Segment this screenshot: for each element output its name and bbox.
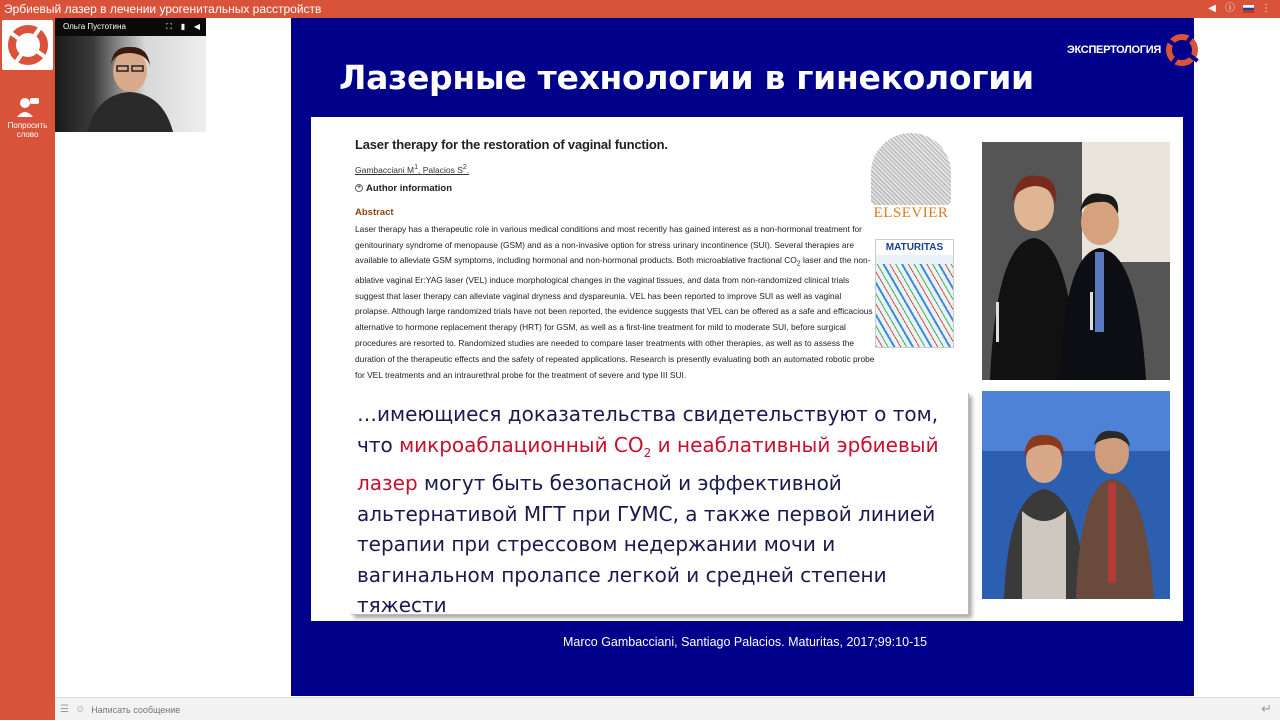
expand-plus-icon: + (356, 184, 362, 192)
window-controls (1206, 0, 1272, 18)
author-2[interactable]: Palacios S (422, 164, 463, 175)
slide-citation: Marco Gambacciani, Santiago Palacios. Maturitas, 2017;99:10-15 (563, 635, 928, 649)
presenter-webcam (55, 18, 206, 132)
author-1[interactable]: Gambacciani M (355, 164, 415, 175)
quote-part2: могут быть безопасной и эффективной альтернативой МГТ при ГУМС, а также первой линией терапии при стрессовом недержании мочи и вагинальном пролапсе легкой и средней степени тяжести (357, 471, 936, 617)
ask-label-line2: слово (16, 130, 39, 139)
author-information-toggle[interactable] (355, 183, 875, 194)
emoji-icon[interactable]: ☺ (74, 704, 86, 715)
abstract-heading: Abstract (355, 206, 394, 218)
ask-to-speak-button[interactable] (0, 96, 55, 146)
message-bar (55, 697, 1280, 720)
abstract-text-part1: Laser therapy has a therapeutic role in various medical conditions and most recently has gained interest as a non-hormonal treatment for genitourinary syndrome of menopause (GSM) and as a non-invasive option for stress urinary incontinence (SUI). Several therapies are available to alleviate GSM symptoms, including hormonal and non-hormonal products. Both microablative fractional CO (355, 223, 862, 266)
chat-list-icon[interactable]: ☰ (60, 704, 69, 715)
elsevier-wordmark: ELSEVIER (873, 205, 949, 221)
journal-name: MATURITAS (876, 240, 953, 255)
quote-red-part1: микроаблационный CO (399, 432, 644, 457)
slide-content (311, 117, 1183, 621)
raise-hand-icon (16, 96, 40, 118)
window-title: Эрбиевый лазер в лечении урогенитальных расстройств (4, 2, 322, 16)
message-input[interactable] (91, 705, 991, 715)
fullscreen-icon[interactable]: ⛶ (166, 22, 172, 31)
window-titlebar (0, 0, 1280, 18)
menu-icon[interactable]: ⋮ (1261, 3, 1271, 14)
article-authors[interactable]: Gambacciani $M^1$, Palacios $S^2$. (355, 163, 470, 175)
article-excerpt (355, 137, 875, 383)
abstract-co2-subscript: 2 (796, 261, 801, 269)
maturitas-journal-cover (875, 239, 954, 348)
quote-red-part2: и неаблативный эрбиевый лазер (357, 432, 939, 495)
presentation-slide (291, 18, 1194, 696)
elsevier-logo (871, 133, 951, 225)
quote-co2-subscript: 2 (643, 445, 652, 460)
quote-text (357, 399, 957, 621)
sidebar (0, 18, 55, 720)
webcam-header (55, 18, 206, 36)
app-logo (2, 20, 53, 70)
camera-icon[interactable]: ▮ (180, 22, 186, 31)
language-flag-icon[interactable] (1242, 3, 1254, 15)
brand-ring-icon (1163, 31, 1201, 69)
abstract-text (355, 222, 875, 384)
webcam-video (55, 36, 206, 132)
author-1-affiliation: 1 (414, 163, 418, 171)
author-2-affiliation: 2 (462, 163, 467, 171)
photo-authors-top (982, 142, 1170, 380)
speaker-icon[interactable]: ◀ (193, 22, 201, 31)
info-icon[interactable]: ⓘ (1225, 3, 1235, 14)
brand-logo (1067, 30, 1201, 70)
volume-icon[interactable]: ◀ (1208, 3, 1216, 14)
quote-part1: …имеющиеся доказательства свидетельствуют о том, что (357, 402, 939, 457)
abstract-text-part2: laser and the non-ablative vaginal Er:YAG laser (VEL) induce morphological changes in the vaginal tissues, and data from non-randomized clinical trials suggest that laser therapy can alleviate vaginal dryness and dyspareunia. VEL has been reported to improve SUI as well as vaginal prolapse. Although large randomized trials have not been reported, the evidence suggests that VEL can be offered as a safe and efficacious alternative to hormone replacement therapy (HRT) for GSM, as well as a first-line treatment for mild to moderate SUI, before surgical procedures are resorted to. Randomized studies are needed to compare laser treatments with other therapies, as well as to assess the duration of the therapeutic effects and the safety of repeated applications. Research is presently evaluating both an automated robotic probe for VEL treatments and an intraurethral probe for the treatment of severe and type III SUI. (355, 255, 875, 380)
cover-pattern (876, 264, 954, 348)
ask-label-line1: Попросить (7, 121, 48, 130)
send-icon[interactable]: ↵ (1261, 701, 1272, 716)
presenter-name: Ольга Пустотина (63, 22, 126, 31)
article-title: Laser therapy for the restoration of vaginal function. (355, 137, 668, 152)
elsevier-tree-icon (871, 133, 951, 205)
photo-authors-bottom (982, 391, 1170, 599)
slide-title: Лазерные технологии в гинекологии (339, 58, 1034, 97)
svg-text:…: … (31, 99, 37, 106)
highlighted-quote (351, 393, 969, 615)
brand-name: ЭКСПЕРТОЛОГИЯ (1067, 44, 1161, 56)
author-information-label: Author information (366, 182, 453, 194)
